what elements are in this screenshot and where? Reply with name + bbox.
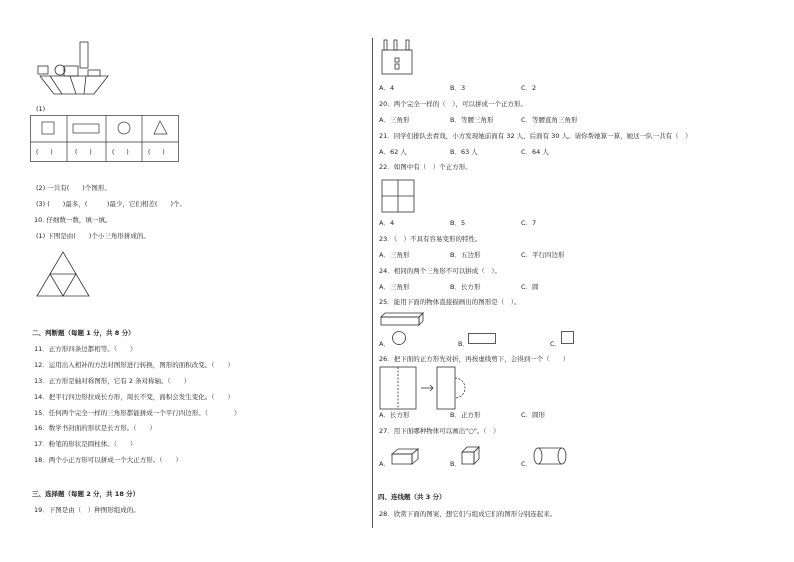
- cylinder-option-icon: [532, 446, 570, 466]
- rectangle-option-icon: [468, 333, 498, 345]
- q22-option-a: A．4: [379, 219, 395, 227]
- q10-sub1: (1) 下图是由( )个小三角形拼成的。: [36, 232, 150, 240]
- cube-option-icon: [461, 446, 481, 466]
- table-blank-circle: ( ): [112, 149, 129, 156]
- q20-option-b: B．等腰三角形: [450, 116, 494, 124]
- q23-option-c: C．平行四边形: [521, 251, 565, 259]
- q24: 24．相同的两个三角形不可以拼成（ ）。: [379, 267, 502, 275]
- q27: 27．用下面哪种物体可以画出"○"。（ ）: [379, 427, 500, 435]
- q19: 19．下图是由（ ）种图形组成的。: [34, 506, 140, 514]
- q26-option-b: B．正方形: [450, 411, 481, 419]
- circle-option-icon: [391, 330, 407, 346]
- q20-option-c: C．等腰直角三角形: [521, 116, 578, 124]
- q19-option-c: C．2: [521, 84, 537, 92]
- q25-letter-c: C．: [550, 340, 562, 348]
- q21-option-a: A．62 人: [379, 148, 407, 156]
- q23-option-a: A．三角形: [379, 251, 410, 259]
- q24-option-b: B．长方形: [450, 283, 481, 291]
- table-circle-icon: [118, 122, 130, 134]
- triangle-figure: [35, 250, 91, 298]
- q27-letter-a: A．: [379, 460, 390, 468]
- q9-sub2: (2) 一共有( )个图形。: [36, 184, 111, 192]
- judge-item-16: 16．数学书封面的形状是长方形。（ ）: [34, 424, 157, 432]
- judge-item-17: 17．粉笔的形状是圆柱体。（ ）: [34, 440, 137, 448]
- q25: 25．能用下面的物体直接描画出的图形是（ ）。: [379, 298, 521, 306]
- ship-figure: [36, 40, 116, 102]
- q28: 28．欣赏下面的图案，想它们与组成它们的图形分别连起来。: [379, 510, 557, 518]
- q19-option-a: A．4: [379, 84, 395, 92]
- q21-option-c: C．64 人: [521, 148, 549, 156]
- q26-option-a: A．长方形: [379, 411, 410, 419]
- section2-title: 二、判断题（每题 1 分，共 8 分）: [32, 329, 135, 337]
- q19-option-b: B．3: [450, 84, 466, 92]
- q24-option-a: A．三角形: [379, 283, 410, 291]
- q21: 21．同学们排队去看戏，小方发现她前面有 32 人，后面有 30 人。请你帮她算一算，她这一队一共有（ ）: [379, 132, 692, 140]
- q10: 10. 仔细数一数，填一填。: [34, 216, 112, 224]
- judge-item-13: 13．正方形是轴对称图形，它有 2 条对称轴。（ ）: [34, 377, 191, 385]
- q25-letter-b: B．: [458, 340, 469, 348]
- q9-sub3: (3) ( )最多，( )最少，它们相差( )个。: [36, 200, 186, 208]
- square-option-icon: [561, 331, 575, 345]
- q9-sub1-label: (1): [36, 105, 46, 113]
- cuboid-option-icon: [391, 448, 421, 466]
- table-rectangle-icon: [73, 124, 99, 133]
- table-blank-rectangle: ( ): [75, 149, 92, 156]
- flat-box-figure: [380, 312, 424, 326]
- q21-option-b: B．63 人: [450, 148, 478, 156]
- table-blank-triangle: ( ): [148, 149, 165, 156]
- q24-option-c: C．圆: [521, 283, 539, 291]
- q25-letter-a: A．: [379, 340, 390, 348]
- q26-option-c: C．圆形: [521, 411, 546, 419]
- judge-item-15: 15．任何两个完全一样的三角形都能拼成一个平行四边形。（ ）: [34, 409, 241, 417]
- judge-item-12: 12．运用出入相补的方法对图形进行转换，图形的面积改变。（ ）: [34, 361, 235, 369]
- judge-item-14: 14．把平行四边形拉成长方形，周长不变，面积会发生变化。（ ）: [34, 393, 235, 401]
- q22-option-b: B．5: [450, 219, 466, 227]
- q23: 23．（ ）不具有容易变形的特性。: [379, 235, 482, 243]
- q27-letter-c: C．: [521, 460, 533, 468]
- q20: 20．两个完全一样的（ ），可以拼成一个正方形。: [379, 100, 528, 108]
- q22: 22．如图中有（ ）个正方形。: [379, 163, 472, 171]
- judge-item-11: 11．正方形四条边都相等。（ ）: [34, 345, 137, 353]
- section3-title: 三、选择题（每题 2 分，共 18 分）: [32, 490, 140, 498]
- robot-figure: [380, 38, 420, 78]
- table-blank-square: ( ): [36, 149, 53, 156]
- judge-item-18: 18．两个小正方形可以拼成一个大正方形。（ ）: [34, 456, 183, 464]
- q26: 26．把下面的正方形先对折，再按虚线剪下，会得到一个（ ）: [379, 355, 570, 363]
- table-square-icon: [42, 122, 54, 134]
- fold-cut-figure: [379, 366, 469, 410]
- q22-option-c: C．7: [521, 219, 537, 227]
- column-divider: [372, 38, 373, 528]
- table-triangle-icon: [154, 121, 167, 134]
- section4-title: 四、连线题（共 3 分）: [378, 493, 446, 501]
- squares-grid-figure: [381, 179, 415, 213]
- q27-letter-b: B．: [450, 460, 461, 468]
- q23-option-b: B．五边形: [450, 251, 481, 259]
- q20-option-a: A．三角形: [379, 116, 410, 124]
